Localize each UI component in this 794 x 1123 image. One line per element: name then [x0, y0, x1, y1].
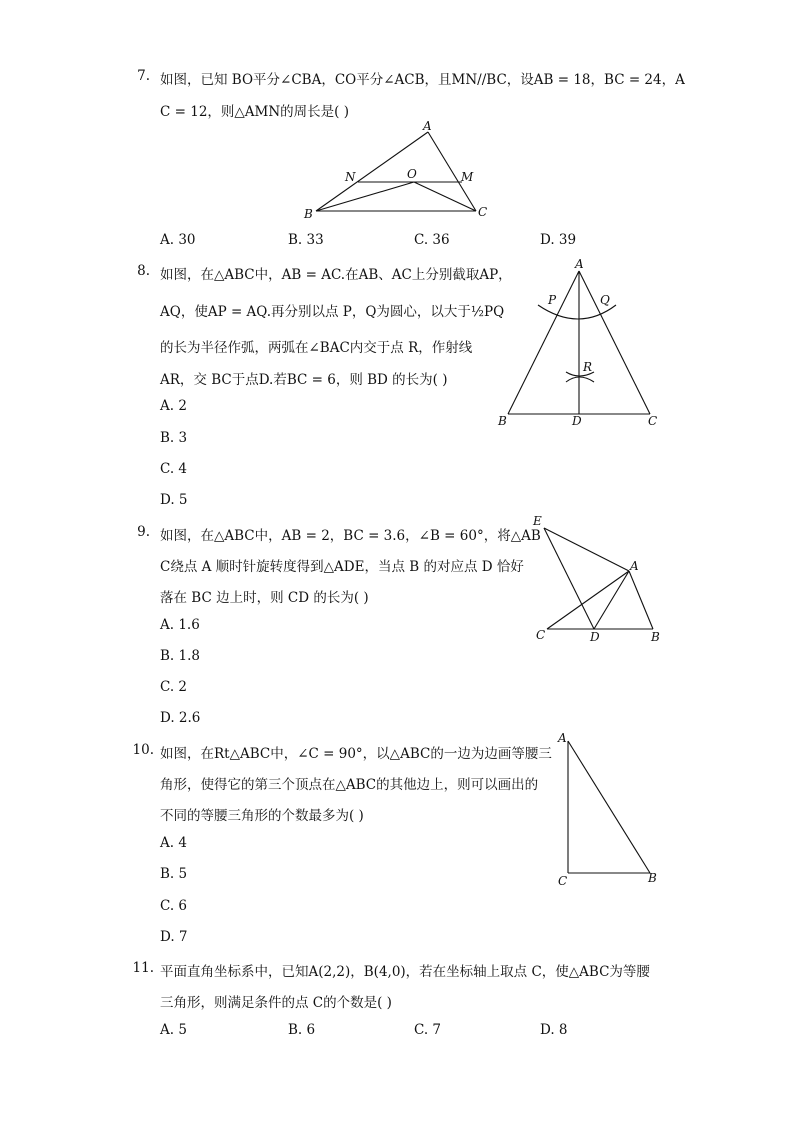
label-d: D	[590, 630, 600, 644]
label-d: D	[572, 414, 582, 428]
label-a: A	[575, 257, 584, 271]
label-c: C	[536, 628, 546, 642]
label-b: B	[498, 414, 507, 428]
label-e: E	[533, 514, 542, 528]
option-d[interactable]: D. 5	[160, 492, 188, 508]
option-a[interactable]: A. 4	[160, 835, 187, 851]
label-q: Q	[600, 293, 610, 307]
label-o: O	[407, 167, 417, 181]
question-number: 11.	[132, 960, 154, 976]
option-d[interactable]: D. 7	[160, 929, 188, 945]
question-number: 9.	[137, 524, 150, 540]
question-text: 角形，使得它的第三个顶点在△ABC的其他边上，则可以画出的	[160, 777, 539, 793]
option-a[interactable]: A. 2	[160, 398, 187, 414]
question-text: 平面直角坐标系中，已知A(2,2)，B(4,0)，若在坐标轴上取点 C，使△ABC为等腰	[160, 964, 650, 980]
question-text: C绕点 A 顺时针旋转度得到△ADE，当点 B 的对应点 D 恰好	[160, 559, 524, 575]
label-a: A	[558, 731, 567, 745]
option-b[interactable]: B. 6	[288, 1022, 316, 1038]
label-a: A	[630, 559, 639, 573]
label-p: P	[548, 293, 557, 307]
label-c: C	[558, 874, 568, 888]
label-b: B	[651, 630, 660, 644]
option-c[interactable]: C. 7	[414, 1022, 442, 1038]
question-text: AR，交 BC于点D.若BC = 6，则 BD 的长为( )	[160, 372, 448, 388]
question-number: 7.	[137, 68, 150, 84]
label-b: B	[648, 871, 657, 885]
label-c: C	[648, 414, 658, 428]
option-a[interactable]: A. 5	[160, 1022, 187, 1038]
option-c[interactable]: C. 4	[160, 461, 188, 477]
option-d[interactable]: D. 8	[540, 1022, 568, 1038]
label-c: C	[478, 205, 488, 219]
question-text: AQ，使AP = AQ.再分别以点 P，Q为圆心，以大于½PQ	[160, 304, 505, 320]
option-c[interactable]: C. 2	[160, 679, 188, 695]
label-a: A	[423, 119, 432, 133]
label-n: N	[345, 170, 356, 184]
option-d[interactable]: D. 39	[540, 232, 577, 248]
option-b[interactable]: B. 1.8	[160, 648, 200, 664]
label-m: M	[461, 170, 474, 184]
option-c[interactable]: C. 36	[414, 232, 450, 248]
option-b[interactable]: B. 33	[288, 232, 324, 248]
question-text: 三角形，则满足条件的点 C的个数是( )	[160, 995, 392, 1011]
question-text: 不同的等腰三角形的个数最多为( )	[160, 808, 364, 824]
option-a[interactable]: A. 1.6	[160, 617, 200, 633]
option-b[interactable]: B. 5	[160, 866, 188, 882]
question-text: 如图，在Rt△ABC中，∠C = 90°，以△ABC的一边为边画等腰三	[160, 746, 552, 762]
option-c[interactable]: C. 6	[160, 898, 188, 914]
label-r: R	[583, 360, 593, 374]
question-text: 如图，在△ABC中，AB = AC.在AB、AC上分别截取AP，	[160, 267, 512, 283]
question-number: 10.	[132, 742, 154, 758]
figure-q8	[492, 255, 672, 435]
question-text: 如图，在△ABC中，AB = 2，BC = 3.6，∠B = 60°，将△AB	[160, 528, 541, 544]
question-number: 8.	[137, 263, 150, 279]
label-b: B	[304, 207, 313, 221]
question-text: 如图，已知 BO平分∠CBA，CO平分∠ACB，且MN//BC，设AB = 18，BC = 24，A	[160, 72, 685, 88]
figure-q9	[528, 510, 668, 646]
figure-q10	[552, 728, 664, 890]
option-a[interactable]: A. 30	[160, 232, 196, 248]
question-text: 的长为半径作弧，两弧在∠BAC内交于点 R，作射线	[160, 340, 473, 356]
option-b[interactable]: B. 3	[160, 430, 188, 446]
question-text: C = 12，则△AMN的周长是( )	[160, 104, 349, 120]
option-d[interactable]: D. 2.6	[160, 710, 201, 726]
figure-q7	[300, 118, 500, 223]
question-text: 落在 BC 边上时，则 CD 的长为( )	[160, 590, 369, 606]
